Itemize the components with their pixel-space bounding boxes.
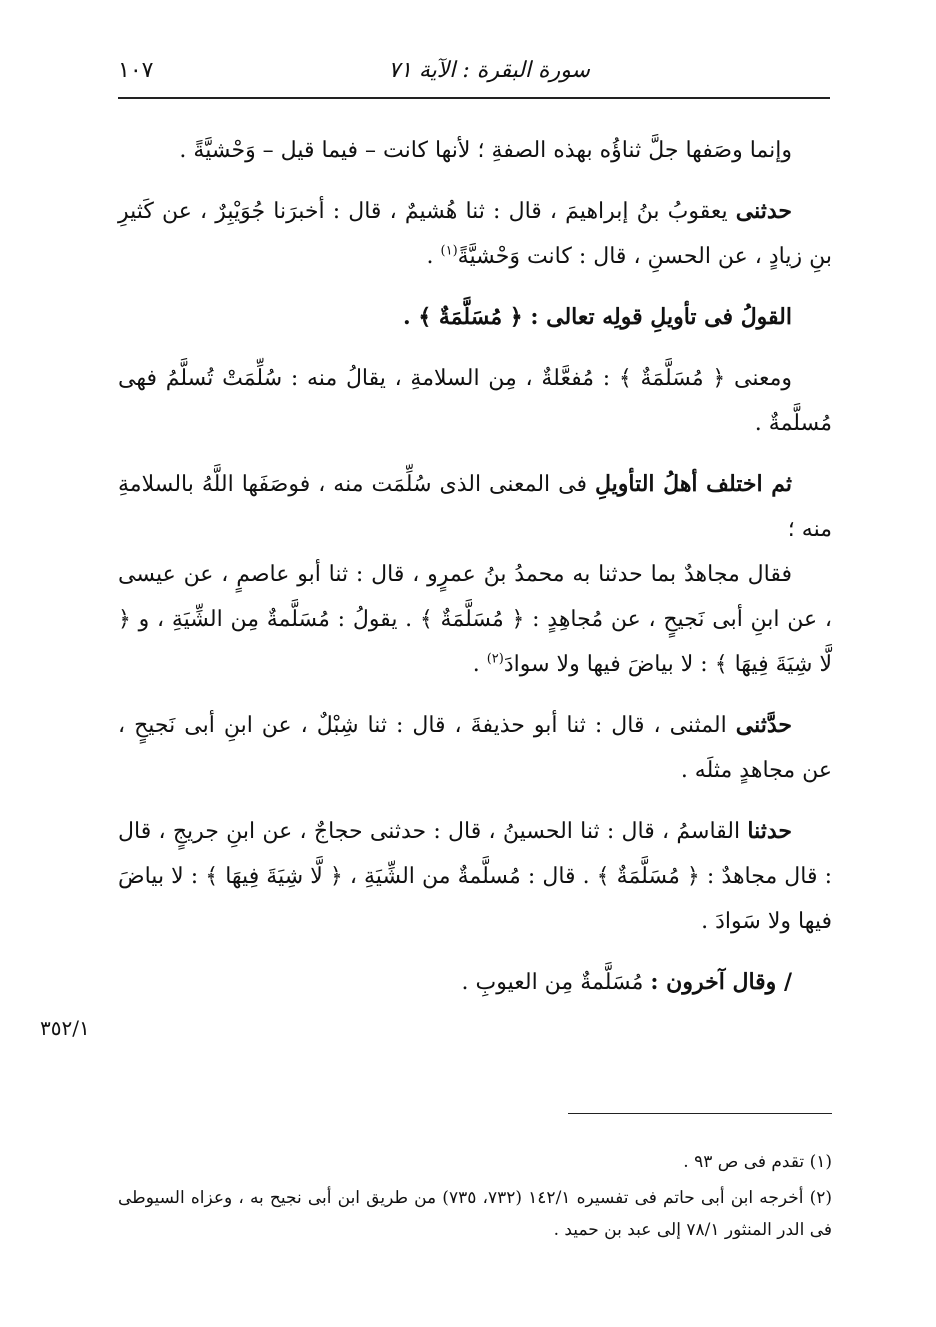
page-header: [118, 54, 830, 94]
heading-lead: القولُ فى تأويلِ قولِه تعالى :: [530, 304, 792, 330]
paragraph-tail: .: [426, 244, 441, 269]
margin-reference: ٣٥٢/١: [40, 1016, 90, 1040]
paragraph-lead: ثم اختلف أهلُ التأويلِ: [594, 471, 792, 497]
paragraph-lead: / وقال آخرون :: [650, 969, 792, 995]
footnote-marker: (١): [440, 243, 458, 259]
paragraph-text: فى المعنى الذى سُلِّمَت منه ، فوصَفَها اللَّهُ بالسلامةِ منه ؛: [118, 472, 832, 542]
paragraph: [118, 128, 832, 173]
paragraph-lead: حدثنا: [747, 818, 792, 844]
paragraph-text: يعقوبُ بنُ إبراهيمَ ، قال : ثنا هُشيمٌ ، قال : أخبرَنا جُوَيْبِرٌ ، عن كَثيرِ بنِ زيادٍ ، عن الحسنِ ، قال : كانت وَحْشيَّةً: [118, 199, 832, 269]
paragraph-lead: حدثنى: [735, 198, 792, 224]
paragraph-text: مُسَلَّمةٌ مِن العيوبِ .: [461, 970, 651, 995]
paragraph-text: فقال مجاهدٌ بما حدثنا به محمدُ بنُ عمرٍو ، قال : ثنا أبو عاصمٍ ، عن عيسى ، عن ابنِ أبى نَجيحٍ ، عن مُجاهِدٍ : ﴿ مُسَلَّمَةٌ ﴾ . يقولُ : مُسَلَّمةٌ مِن الشِّيَةِ ، و ﴿ لَّا شِيَةَ فِيهَا ﴾ : لا بياضَ فيها ولا سوادَ: [118, 562, 832, 677]
page-number: ١٠٧: [118, 58, 154, 83]
main-text: [118, 128, 832, 1021]
heading-verse: ﴿ مُسَلَّمَةٌ ﴾ .: [403, 304, 531, 330]
paragraph: [118, 189, 832, 279]
header-divider: [118, 97, 830, 99]
footnote: (١) تقدم فى ص ٩٣ .: [683, 1152, 832, 1172]
surah-title: سورة البقرة : الآية ٧١: [388, 58, 590, 83]
paragraph: [118, 552, 832, 687]
paragraph-tail: .: [472, 652, 487, 677]
paragraph: [118, 960, 832, 1005]
paragraph-text: المثنى ، قال : ثنا أبو حذيفةَ ، قال : ثنا شِبْلٌ ، عن ابنِ أبى نَجيحٍ ، عن مجاهدٍ مثلَه .: [118, 713, 832, 783]
footnote-marker: (٢): [486, 651, 504, 667]
paragraph: [118, 809, 832, 944]
paragraph-text: القاسمُ ، قال : ثنا الحسينُ ، قال : حدثنى حجاجٌ ، عن ابنِ جريجٍ ، قال : قال مجاهدٌ : ﴿ مُسَلَّمَةٌ ﴾ . قال : مُسلَّمةٌ من الشِّيَةِ ، ﴿ لَّا شِيَةَ فِيهَا ﴾ : لا بياضَ فيها ولا سَوادَ .: [118, 819, 832, 934]
footnote-divider: [568, 1113, 832, 1114]
paragraph: [118, 356, 832, 446]
paragraph-text: ومعنى ﴿ مُسَلَّمَةٌ ﴾ : مُفعَّلةٌ ، مِن السلامةِ ، يقالُ منه : سُلِّمَتْ تُسلَّمُ فهى مُسلَّمةٌ .: [118, 366, 832, 436]
paragraph: [118, 462, 832, 552]
paragraph-lead: حدَّثنى: [735, 712, 792, 738]
footnotes: [118, 1146, 832, 1248]
section-heading: [118, 295, 832, 340]
paragraph-text: وإنما وصَفها جلَّ ثناؤُه بهذه الصفةِ ؛ لأنها كانت – فيما قيل – وَحْشيَّةً .: [179, 138, 792, 163]
footnote: (٢) أخرجه ابن أبى حاتم فى تفسيره ١٤٢/١ (٧٣٢، ٧٣٥) من طريق ابن أبى نجيح به ، وعزاه السيوطى فى الدر المنثور ٧٨/١ إلى عبد بن حميد .: [118, 1188, 833, 1240]
paragraph: [118, 703, 832, 793]
